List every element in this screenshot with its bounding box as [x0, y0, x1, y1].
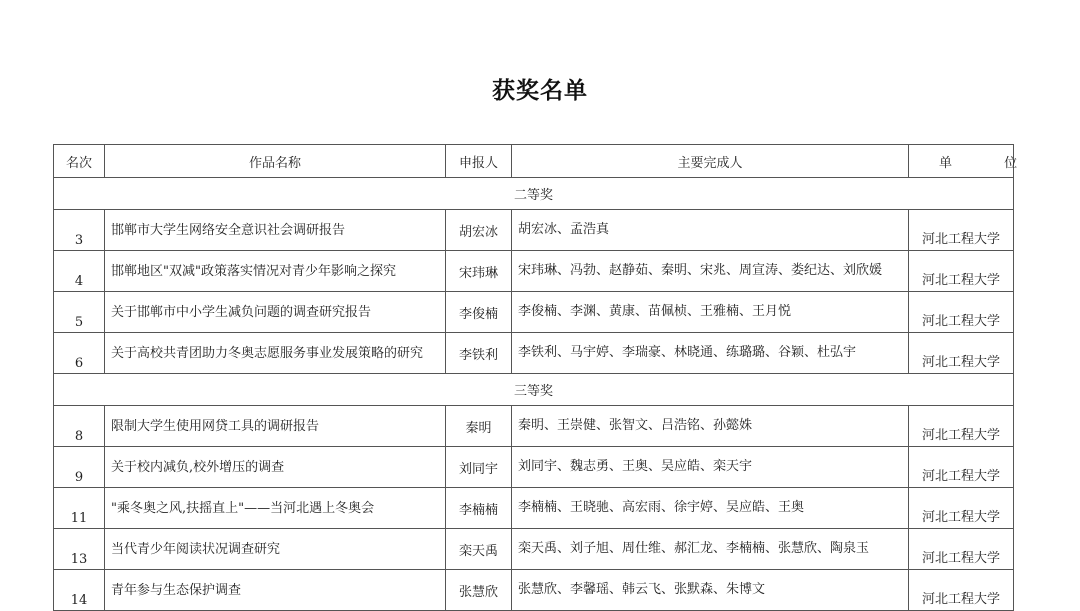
- section-row-second-prize: [54, 178, 1014, 210]
- work-title-cell: 关于邯郸市中小学生减负问题的调查研究报告: [105, 292, 446, 333]
- table-row: [54, 447, 1014, 488]
- table-row: [54, 210, 1014, 251]
- work-title-cell: 当代青少年阅读状况调查研究: [105, 529, 446, 570]
- applicant-cell: 李铁利: [446, 333, 512, 374]
- unit-cell: 河北工程大学: [909, 210, 1014, 251]
- page-title: 获奖名单: [492, 78, 588, 104]
- applicant-cell: 刘同宇: [446, 447, 512, 488]
- header-unit: 单 位: [909, 145, 1014, 178]
- unit-cell: 河北工程大学: [909, 251, 1014, 292]
- unit-cell: 河北工程大学: [909, 570, 1014, 611]
- members-cell: 刘同宇、魏志勇、王奥、吴应皓、栾天宇: [512, 447, 909, 488]
- members-cell: 宋玮琳、冯勃、赵静茹、秦明、宋兆、周宣涛、娄纪达、刘欣媛: [512, 251, 909, 292]
- work-title-cell: "乘冬奥之风,扶摇直上"——当河北遇上冬奥会: [105, 488, 446, 529]
- members-cell: 张慧欣、李馨瑶、韩云飞、张默森、朱博文: [512, 570, 909, 611]
- work-title-cell: 青年参与生态保护调查: [105, 570, 446, 611]
- members-cell: 胡宏冰、孟浩真: [512, 210, 909, 251]
- work-title-cell: 关于高校共青团助力冬奥志愿服务事业发展策略的研究: [105, 333, 446, 374]
- members-cell: 李铁利、马宇婷、李瑞豪、林晓通、练璐璐、谷颖、杜弘宇: [512, 333, 909, 374]
- members-cell: 李楠楠、王晓驰、高宏雨、徐宇婷、吴应皓、王奥: [512, 488, 909, 529]
- rank-cell: 13: [54, 529, 105, 570]
- table-row: [54, 488, 1014, 529]
- header-applicant: 申报人: [446, 145, 512, 178]
- rank-cell: 8: [54, 406, 105, 447]
- table-row: [54, 251, 1014, 292]
- unit-cell: 河北工程大学: [909, 406, 1014, 447]
- unit-cell: 河北工程大学: [909, 529, 1014, 570]
- table-row: [54, 333, 1014, 374]
- table-row: [54, 570, 1014, 611]
- section-label: 三等奖: [54, 374, 1014, 406]
- work-title-cell: 邯郸市大学生网络安全意识社会调研报告: [105, 210, 446, 251]
- table-header-row: [54, 145, 1014, 178]
- unit-cell: 河北工程大学: [909, 488, 1014, 529]
- work-title-cell: 限制大学生使用网贷工具的调研报告: [105, 406, 446, 447]
- rank-cell: 5: [54, 292, 105, 333]
- members-cell: 李俊楠、李渊、黄康、苗佩桢、王雅楠、王月悦: [512, 292, 909, 333]
- header-members: 主要完成人: [512, 145, 909, 178]
- header-work: 作品名称: [105, 145, 446, 178]
- applicant-cell: 栾天禹: [446, 529, 512, 570]
- work-title-cell: 关于校内减负,校外增压的调查: [105, 447, 446, 488]
- unit-cell: 河北工程大学: [909, 333, 1014, 374]
- section-label: 二等奖: [54, 178, 1014, 210]
- rank-cell: 6: [54, 333, 105, 374]
- applicant-cell: 张慧欣: [446, 570, 512, 611]
- awards-table: [53, 144, 1042, 611]
- table-row: [54, 406, 1014, 447]
- table-row: [54, 292, 1014, 333]
- rank-cell: 9: [54, 447, 105, 488]
- rank-cell: 14: [54, 570, 105, 611]
- applicant-cell: 李楠楠: [446, 488, 512, 529]
- unit-cell: 河北工程大学: [909, 292, 1014, 333]
- applicant-cell: 胡宏冰: [446, 210, 512, 251]
- rank-cell: 4: [54, 251, 105, 292]
- rank-cell: 3: [54, 210, 105, 251]
- members-cell: 栾天禹、刘子旭、周仕维、郝汇龙、李楠楠、张慧欣、陶泉玉: [512, 529, 909, 570]
- work-title-cell: 邯郸地区"双减"政策落实情况对青少年影响之探究: [105, 251, 446, 292]
- section-row-third-prize: [54, 374, 1014, 406]
- applicant-cell: 李俊楠: [446, 292, 512, 333]
- applicant-cell: 宋玮琳: [446, 251, 512, 292]
- unit-cell: 河北工程大学: [909, 447, 1014, 488]
- members-cell: 秦明、王崇健、张智文、吕浩铭、孙懿姝: [512, 406, 909, 447]
- header-rank: 名次: [54, 145, 105, 178]
- table-row: [54, 529, 1014, 570]
- applicant-cell: 秦明: [446, 406, 512, 447]
- rank-cell: 11: [54, 488, 105, 529]
